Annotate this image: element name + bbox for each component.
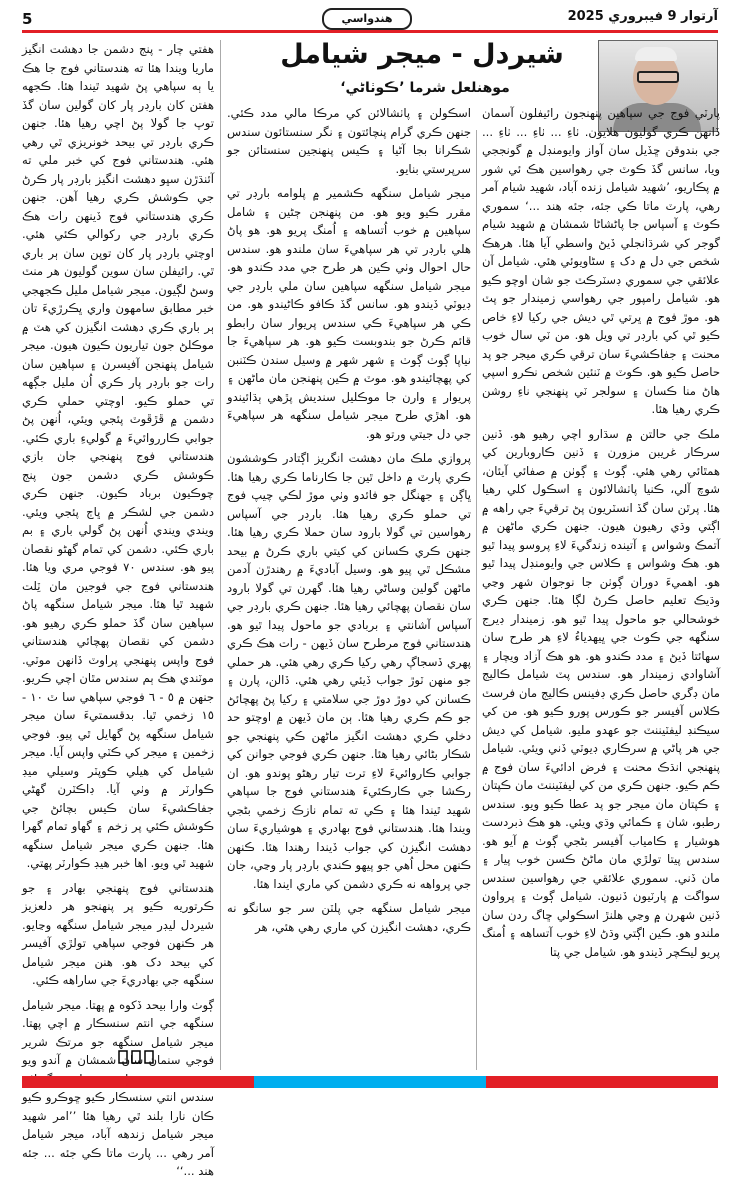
article-column-middle [227, 104, 471, 1070]
paragraph: پروازي ملڪ مان دهشت انگريز اڳتادر ڪوششون ڪري پارٽ ۾ داخل ٿين جا ڪارناما ڪري رهيا هئا. ڀاڳن ۽ جهنگل جو فائدو وٺي موڙ لڪي چيپ فوج تي حملو ڪري رهيا هئا. بارڊر جي آسپاس رهواسين تي گولا بارود سان حملا ڪري رهيا هئا. جنهن ڪري ڪسانن کي کيتي باري ڪرڻ ۾ بيحد مشڪل ٿي پيو هو. وسيل آباديءَ ۾ رهندڙن آدمن ماڻهن گولين وساڻي رهيا هئا. گهرن تي گولا بارود سان نقصان پهچائي رهيا هئا. جنهن ڪري بارڊر جي آسپاس آشانتي ۽ بربادي جو ماحول پيدا ٿيو هو. هندستاني فوج مرطرح سان ڏيهن - رات هڪ ڪري پهري ڏسجاڳ رهي رکيا ڪري رهي هئي. هر حملي جو منهن ٽوڙ جواب ڏيئي رهي هئي. ڏالن، پارن ۽ ڪسانن کي دوڙ دوڙ جي سلامتي ۽ رکيا پڻ پهچائڻ جو ڪم ڪري رهيا هئا. ٻن مان ڏيهن ۾ اوچتو حد دخلي ڪري دهشت انگيز ماڻهن ڪي پنهنجي جو شڪار بڻائي رهيا هئا. جنهن ڪري فوجي جوانن کي جوابي ڪاروائيءَ لاءِ ترت تيار رهڻو پوندو هو. ان رڪشا جي ڪارڪئيءَ هندستاني فوج جا سپاهي شهيد ٿيندا هئا ۽ ڪي ته تمام نازڪ زخمي بڻجي ويندا هئا. هندستاني فوج بهادري ۽ هوشياريءَ سان دهشت انگيزن کي جواب ڏيندا رهندا هئا. ڪنهن ڪنهن محل اُهي جو پيهو ڪندي بارڊر پار وڃي، جان جي پرواهه نه ڪري دشمن کي ماري ايندا هئا. [227, 451, 471, 891]
article-title: شيردل - ميجر شيامل [280, 39, 564, 70]
article-column-left [22, 40, 214, 1178]
paragraph: ملڪ جي حالتن ۾ سڌارو اچي رهيو هو. ڏنين سرڪار غريبن مزورن ۽ ڏنين ڪاروبارين کي همٿائي رهي هئي. ڳوٺ ۽ ڳوٺن ۾ صفائي آيئان، شوچ آلي، ڪنيا پاٺشالائون ۽ اسڪول کلي رهيا هئا. پرٿن سان گڏ انسٽريون پڻ ترقيءَ جي راهه ۾ اڳتي وڌي رهيون هيون. جنهن ڪري ماڻهن ۾ آتمڪ وشواس ۽ آتينده زندگيءَ لاءِ پروسو پيدا ٿيو هو. هڪ وشواس ۽ ڪلاس جي وايومنڊل پيدا ٿيو هو. اهميءَ دوران ڳوٺن جا نوجوان شهر وڃي وڌيڪ تعليم حاصل ڪرڻ لڳا هئا. جنهن ڪري خوشحالي جو ماحول پيدا ٿيو هو. زميندار ڊيرج سنگهه جي ڪوٺ جي ڀيهدياءُ لاءِ هر طرح سان سهائتا ڏيڻ ۽ مدد ڪندو هو. هو هڪ آزاد ويچار ۽ آشاوادي زميندار هو. سندس پٽ شيامل ڪاليج مان ڊگري حاصل ڪري ڊفينس ڪاليج مان فرسٽ ڪلاس آفيسر جو ڪورس پورو ڪيو هو. من کي سيڪنڊ ليفٽيننٽ جو عهدو مليو. شيامل کي ديش جي هر پاڻي ۾ سرڪاري ڊيوٽي ڏني ويئي. شيامل پنهنجي انڌڪ محنت ۽ فرض ادائيءَ سان فوج ۾ ڪم ڪيو. جنهن ڪري من کي ليفٽيننٽ مان ڪپتان ۽ ڪپتان مان ميجر جو پد عطا ڪيو ويو. سندس رطبو، شان ۽ ڪمائي وڌي ويئي. هو هڪ ذبردست هوشيار ۽ ڪامياب آفيسر بڻجي ڳوٺ ۾ آيو هو. سندس پيتا تولڙي مان ماڻڻ ڪسن خوب پيار ۽ مان ڏني. سموري علائقي جي رهواسين سندس سواگت ۾ پارٽيون ڏنيون. شيامل ڳوٺ ۽ پرواون ڏنين شهرن ۾ وڃي هلنڙ اسڪولي ڇاگ ردن سان ملندو هو. ڪين اڳتي وڌڻ لاءِ خوب آتساهه ۽ اُمنگ پريو ليڪچر ڏيندو هو. شيامل جي پتا [482, 426, 720, 959]
page-number: 5 [22, 10, 33, 28]
column-divider [476, 130, 477, 1070]
article-end-mark [118, 1050, 154, 1064]
article-column-right [482, 104, 720, 1070]
paragraph: هندستاني فوج پنهنجي بهادر ۽ جو ڪرتوريه ڪيو پر پنهنجو هر دلعزيز شيردل ليڊر ميجر شيامل سنگهه وڃايو. هر ڪنهن فوجي سپاهي تولڙي آفيسر کي بيحد دک هو. هنن ميجر شيامل سنگهه جي بهادريءَ جي ساراهه ڪئي. [22, 880, 214, 987]
article-byline: موهنلعل شرما ’ڪوٺاڻي‘ [340, 80, 510, 96]
paragraph: ميجر شيامل سنگهه ڪشمير ۾ پلوامه بارڊر تي مقرر ڪيو ويو هو. من پنهنجن ڄڻين ۽ شامل سپاهين ۾ خوب اُتساهه ۽ اُمنگ پريو هو. هو پاڻ هلي بارڊر تي هر سپاهيءَ سان ملندو هو. سندس حال احوال وٺي ڪين هر طرح جي مدد ڪندو هو. ميجر شيامل سنگهه سپاهين سان ملي بارڊر جي ڊيوٽي ڏيندو هو. سانس گڏ ڪافو ڪاڻيندو هو. من ڪي هر سپاهيءَ ڪي سندس پريوار سان رابطو قائم ڪرڻ جو بندوبست ڪيو هو. هر سپاهيءَ جا نياپا ڳوٺ ڳوٺ ۽ شهر شهر ۾ وسيل سندن ڪٽنبن کي پهچائيندو هو. موٽ ۾ ڪين پنهنجن مان ماڻهن ۽ پريوار ۽ وارن جا موڪليل سنديش پڙهي ٻڌائيندو هو. اهڙي طرح ميجر شيامل سنگهه هر سپاهيءَ جي دل جيتي ورتو هو. [227, 186, 471, 441]
photo-glasses [637, 71, 679, 83]
footer-bar-red [486, 1076, 718, 1088]
paragraph: ميجر شيامل سنگهه جي پلٽن سر جو سانگو نه ڪري، دهشت انگيزن کي ماري رهي هئي، هر [227, 901, 471, 934]
issue-date: آرتوار 9 فيبروري 2025 [567, 9, 718, 24]
paragraph: ڳوٺ وارا بيحد ڏکوه ۾ پهتا. ميجر شيامل سنگهه جي انتم سنسڪار ۾ اچي پهتا. ميجر شيامل سنگهه جو مرتڪ شرير فوجي سنمان سان شمشان ۾ آندو ويو سندس انتي سنسڪار ڪيو ڇوڪرو ڪيو ڪان نارا بلند ٿي رهيا هئا ’’امر شهيد ميجر شيامل زندهه آباد، ميجر شيامل آمر رهي ... پارت ماتا ڪي جئه ... جئه هند ...‘‘ [22, 997, 214, 1178]
page-header [22, 8, 718, 33]
column-divider [220, 40, 221, 1070]
footer-color-bar [22, 1076, 718, 1088]
footer-bar-blue [254, 1076, 486, 1088]
paragraph: پارٽي فوج جي سپاهين پنهنجون رائيفلون آسمان ڏانهن ڪري گوليون هلايون. ٺاءِ ... ٺاءِ ... ٺاءِ ... جي بندوقن ڇڏيل سان آواز وايومنڊل ۾ گونججي ويا، سانس گڏ ڪوٽ جي رهواسين هڪ ئي شور ۾ پڪاريو، ’شهيد شيامل زنده آباد، شهيد شيام آمر رهي، پارٽ ماتا ڪي جئه، جئه هند ...‘ سموري ڪوٽ ۽ آسپاس جا پاڻشاڻا شمشان ۾ شهيد شيام گوجر کي شرڌانجلي ڏيڻ واسطي آيا هئا. هرهڪ شخص جي دل ۾ دک ۽ سڻاويوئي هئي. شيامل آن علائقي جي سموري ڊسٽرڪٽ جو شان اوچو ڪيو هو. شيامل رامپور جي رهواسي زميندار جو پٽ هو. موڙ فوج ۾ ڀرتي ٿي ديش جي رکيا لاءِ خاص ڪيو ٿي کي بارڊر تي ويل هو. من ٽي سال خوب محنت ۽ جفاڪشيءَ سان ترقي ڪري ميجر جو پد حاصل ڪيو هو. ڪوٽ ۾ ٽنئين شخص نڪرو اسپي هاڻ منا ڪسان ۽ سولجر ٽي پنهنجي ناءِ روشن ڪري رهيا هئا. [482, 106, 720, 416]
paragraph: اسڪولن ۽ پاٺشالائن کي مرڪا مالي مدد ڪئي. جنهن ڪري گرام پنچائتون ۽ نگر سنستائون سندس شڪرانا بجا آڻيا ۽ ڪيس پنهنجين سنستائن جو سرپرستي بنايو. [227, 106, 471, 176]
photo-hair [635, 47, 677, 61]
paragraph: هفتي چار - پنج دشمن جا دهشت انگيز ماريا ويندا هئا ته هندستاني فوج جا هڪ يا ٻه سپاهي پڻ شهيد ٿيندا هئا. ڪجهه هفتن کان بارڊر پار کان گولين سان گڏ توپ جا گولا پڻ اچي رهيا هئا. جنهن ڪري بارڊر تي بيحد خونريزي ٿي رهي هئي. هندستاني فوج کي خبر ملي ته آئنڌڙن سڀو دهشت انگيز بارڊر پار ڪرڻ جي ڪوشش ڪري رهيا آهن. جنهن ڪري هندستاني فوج ڏينهن رات هڪ ڪري بارڊر جي رکوالي ڪئي هئي. اوچتي بارڊر پار کان توپن سان ٻر باري ٿي. رائيفلن سان سوين گوليون هر منٽ وسڻ لڳيون. ميجر شيامل مليل ڪجهجي خبر مطابق سامهون واري ڀڪرڙيءَ تان ٻر باري ڪري دهشت انگيزن کي هٽ ۾ موڪلڻ جون تياريون ڪيون هيون. ميجر شيامل پنهنجن آفيسرن ۽ سپاهين سان رات جو بارڊر پار ڪري اُن مليل جڳهه تي حملو ڪيو. اوچتي حملي ڪري دشمن ۾ ڦڙڦوٽ پئجي ويئي، اُنهن پڻ جوابي ڪارروائيءَ ۾ گوليءِ باري ڪئي. هندستاني فوج پنهنجي جان بازي ڪوشش ڪري دشمن جون پنج چوڪيون برباد ڪيون. جنهن ڪري دشمن جي لشڪر ۾ ڀاڄ پئجي ويئي. ويندي ويندي اُنهن پڻ گولي باري ۽ بم باري ڪئي. دشمن کي تمام گهڻو نقصان پيو هو. سندس ٧٠ فوجي مري ويا هئا. هندستاني فوج جي فوجين مان ٽِلت شهيد ٿيا هئا. ميجر شيامل سنگهه پاڻ سپاهين سان گڏ حملو ڪري رهيو هو. دشمن کي نقصان پهچائي هندستاني فوج واپس پنهنجي پراوٽ ڏانهن موٽي. موٽندي هڪ ٻم سندس مٿان اچي ڪريو. جنهن ۾ ٥ - ٦ فوجي سپاهي سا ٽ ١٠ - ١٥ زخمي ٿيا. بدقسمتيءَ سان ميجر شيامل سنگهه پڻ گهايل ٿي پيو. فوجي زخمين ۽ ميجر کي ڪٽي واپس آيا. ميجر شيامل کي هيلي ڪوپٽر وسيلي ميڊ ڪوارٽر ۾ وٺي آيا. ڊاڪٽرن گهڻي جفاڪشيءَ سان ڪيس بچائڻ جي ڪوشش ڪئي پر زخم ۽ گهاو تمام گهرا هئا. جنهن ڪري ميجر شيامل سنگهه شهيد ٿي ويو. اها خبر هيڊ ڪوارٽر پهتي. [22, 42, 214, 870]
newspaper-logo: هندواسي [322, 8, 412, 30]
